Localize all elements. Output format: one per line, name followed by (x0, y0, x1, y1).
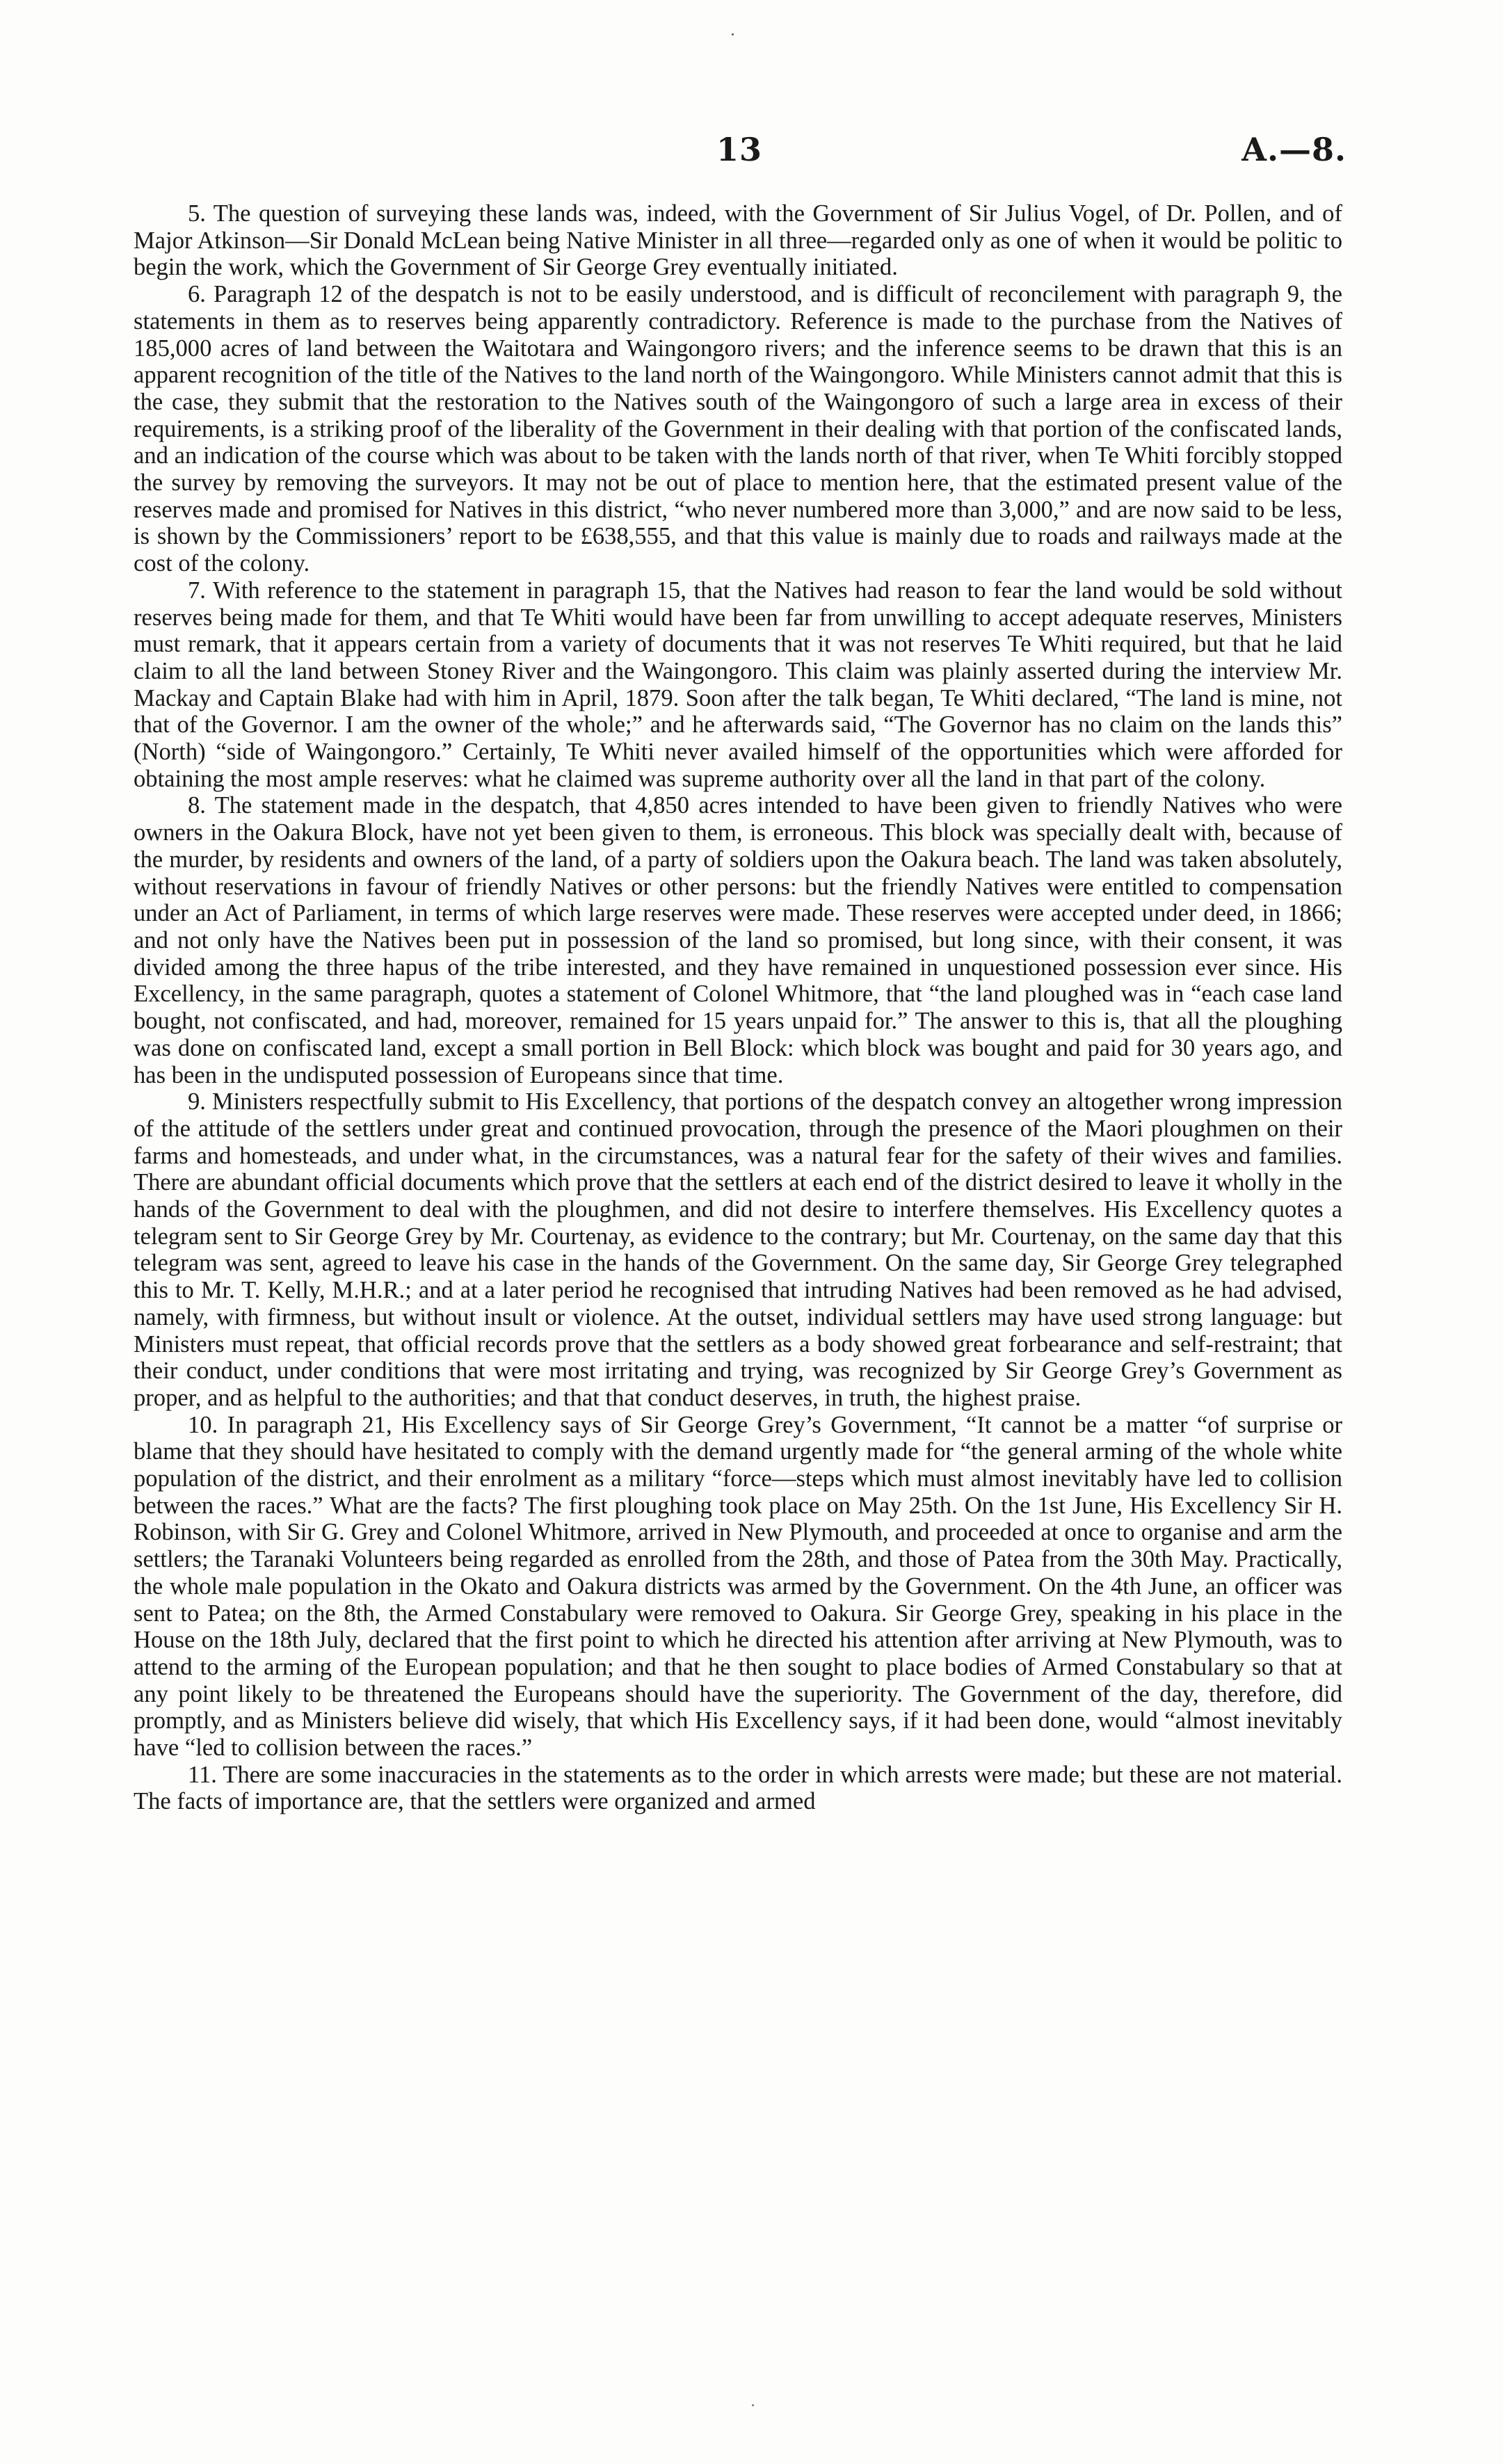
body-text (134, 200, 1342, 1815)
page-header (0, 131, 1503, 172)
scan-mark (732, 33, 734, 35)
scan-mark (752, 2404, 754, 2406)
paragraph-6: 6. Paragraph 12 of the despatch is not to be easily understood, and is difficult of reconcilement with paragraph 9, the statements in them as to reserves being apparently contradictory. Reference is made to the purchase from the Natives of 185,000 acres of land between the Waitotara and Waingongoro rivers; and the inference seems to be drawn that this is an apparent recognition of the title of the Natives to the land north of the Waingongoro. While Ministers cannot admit that this is the case, they submit that the restoration to the Natives south of the Waingongoro of such a large area in excess of their requirements, is a striking proof of the liberality of the Government in their dealing with that portion of the confiscated lands, and an indication of the course which was about to be taken with the lands north of that river, when Te Whiti forcibly stopped the survey by removing the surveyors. It may not be out of place to mention here, that the estimated present value of the reserves made and promised for Natives in this district, “who never numbered more than 3,000,” and are now said to be less, is shown by the Commissioners’ report to be £638,555, and that this value is mainly due to roads and railways made at the cost of the colony. (134, 281, 1342, 577)
paragraph-8: 8. The statement made in the despatch, that 4,850 acres intended to have been given to friendly Natives who were owners in the Oakura Block, have not yet been given to them, is erroneous. This block was specially dealt with, because of the murder, by residents and owners of the land, of a party of soldiers upon the Oakura beach. The land was taken absolutely, without reservations in favour of friendly Natives or other persons: but the friendly Natives were entitled to compensation under an Act of Parliament, in terms of which large reserves were made. These reserves were accepted under deed, in 1866; and not only have the Natives been put in possession of the land so promised, but long since, with their consent, it was divided among the three hapus of the tribe interested, and they have remained in unquestioned possession ever since. His Excellency, in the same paragraph, quotes a statement of Colonel Whitmore, that “the land ploughed was in “each case land bought, not confiscated, and had, moreover, remained for 15 years unpaid for.” The answer to this is, that all the ploughing was done on confiscated land, except a small portion in Bell Block: which block was bought and paid for 30 years ago, and has been in the undisputed possession of Europeans since that time. (134, 792, 1342, 1088)
series-code: A.—8. (1241, 131, 1347, 168)
paragraph-11: 11. There are some inaccuracies in the statements as to the order in which arrests were made; but these are not material. The facts of importance are, that the settlers were organized and armed (134, 1761, 1342, 1815)
paragraph-5: 5. The question of surveying these lands was, indeed, with the Government of Sir Julius Vogel, of Dr. Pollen, and of Major Atkinson—Sir Donald McLean being Native Minister in all three—regarded only as one of when it would be politic to begin the work, which the Government of Sir George Grey eventually initiated. (134, 200, 1342, 281)
page-number: 13 (716, 131, 763, 168)
paragraph-7: 7. With reference to the statement in paragraph 15, that the Natives had reason to fear the land would be sold without reserves being made for them, and that Te Whiti would have been far from unwilling to accept adequate reserves, Ministers must remark, that it appears certain from a variety of documents that it was not reserves Te Whiti required, but that he laid claim to all the land between Stoney River and the Waingongoro. This claim was plainly asserted during the interview Mr. Mackay and Captain Blake had with him in April, 1879. Soon after the talk began, Te Whiti declared, “The land is mine, not that of the Governor. I am the owner of the whole;” and he afterwards said, “The Governor has no claim on the lands this” (North) “side of Waingongoro.” Certainly, Te Whiti never availed himself of the opportunities which were afforded for obtaining the most ample reserves: what he claimed was supreme authority over all the land in that part of the colony. (134, 577, 1342, 792)
paragraph-9: 9. Ministers respectfully submit to His Excellency, that portions of the despatch convey an altogether wrong impression of the attitude of the settlers under great and continued provocation, through the presence of the Maori ploughmen on their farms and homesteads, and under what, in the circumstances, was a natural fear for the safety of their wives and families. There are abundant official documents which prove that the settlers at each end of the district desired to leave it wholly in the hands of the Government to deal with the ploughmen, and did not desire to interfere themselves. His Excellency quotes a telegram sent to Sir George Grey by Mr. Courtenay, as evidence to the contrary; but Mr. Courtenay, on the same day that this telegram was sent, agreed to leave his case in the hands of the Government. On the same day, Sir George Grey telegraphed this to Mr. T. Kelly, M.H.R.; and at a later period he recognised that intruding Natives had been removed as he had advised, namely, with firmness, but without insult or violence. At the outset, individual settlers may have used strong language: but Ministers must repeat, that official records prove that the settlers as a body showed great forbearance and self-restraint; that their conduct, under conditions that were most irritating and trying, was recognized by Sir George Grey’s Government as proper, and as helpful to the authorities; and that that conduct deserves, in truth, the highest praise. (134, 1088, 1342, 1411)
paragraph-10: 10. In paragraph 21, His Excellency says of Sir George Grey’s Government, “It cannot be a matter “of surprise or blame that they should have hesitated to comply with the demand urgently made for “the general arming of the whole white population of the district, and their enrolment as a military “force—steps which must almost inevitably have led to collision between the races.” What are the facts? The first ploughing took place on May 25th. On the 1st June, His Excellency Sir H. Robinson, with Sir G. Grey and Colonel Whitmore, arrived in New Plymouth, and proceeded at once to organise and arm the settlers; the Taranaki Volunteers being regarded as enrolled from the 28th, and those of Patea from the 30th May. Practically, the whole male population in the Okato and Oakura districts was armed by the Government. On the 4th June, an officer was sent to Patea; on the 8th, the Armed Constabulary were removed to Oakura. Sir George Grey, speaking in his place in the House on the 18th July, declared that the first point to which he directed his attention after arriving at New Plymouth, was to attend to the arming of the European population; and that he then sought to place bodies of Armed Constabulary so that at any point likely to be threatened the Europeans should have the superiority. The Government of the day, therefore, did promptly, and as Ministers believe did wisely, that which His Excellency says, if it had been done, would “almost inevitably have “led to collision between the races.” (134, 1411, 1342, 1762)
